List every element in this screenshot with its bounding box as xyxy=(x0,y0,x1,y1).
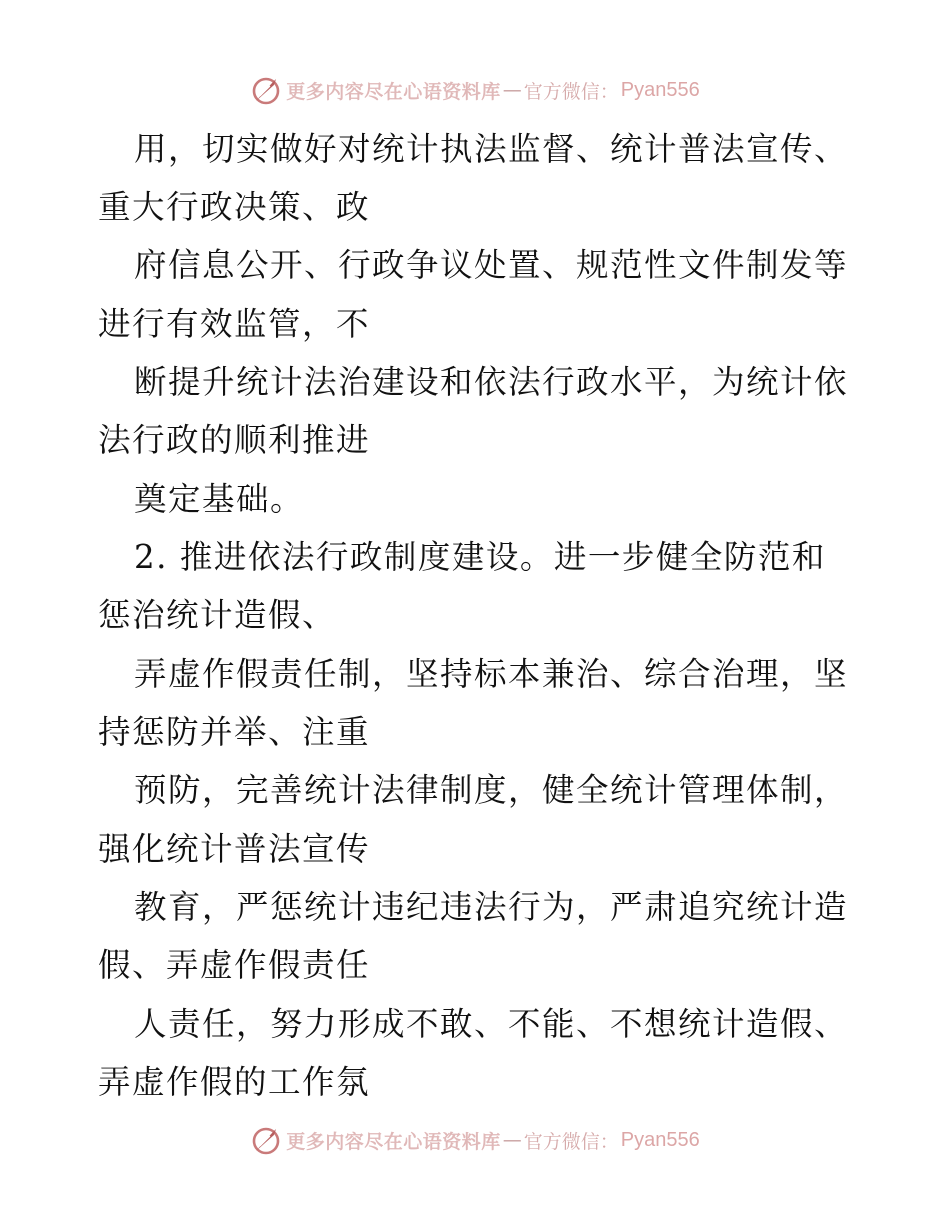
body-line: 2. 推进依法行政制度建设。进一步健全防范和 xyxy=(134,538,826,576)
feather-seal-icon xyxy=(250,74,282,106)
body-line: 用，切实做好对统计执法监督、统计普法宣传、 xyxy=(134,130,849,168)
watermark-official: 官方微信： xyxy=(523,80,619,103)
body-line: 假、弄虚作假责任 xyxy=(98,946,371,984)
body-line: 强化统计普法宣传 xyxy=(98,830,371,868)
feather-seal-icon xyxy=(250,1124,282,1156)
header-watermark xyxy=(0,68,950,112)
watermark-handle: Pyan556 xyxy=(620,78,700,101)
body-line: 奠定基础。 xyxy=(134,480,305,518)
body-line: 弄虚作假的工作氛 xyxy=(98,1063,371,1101)
body-line: 人责任，努力形成不敢、不能、不想统计造假、 xyxy=(134,1005,849,1043)
body-line: 府信息公开、行政争议处置、规范性文件制发等 xyxy=(134,246,849,284)
footer-watermark xyxy=(0,1118,950,1162)
body-line: 弄虚作假责任制，坚持标本兼治、综合治理，坚 xyxy=(134,655,849,693)
watermark-handle: Pyan556 xyxy=(620,1128,700,1151)
body-line: 持惩防并举、注重 xyxy=(98,713,371,751)
body-line: 重大行政决策、政 xyxy=(98,188,371,226)
body-line: 法行政的顺利推进 xyxy=(98,421,371,459)
body-line: 教育，严惩统计违纪违法行为，严肃追究统计造 xyxy=(134,888,849,926)
body-line: 进行有效监管，不 xyxy=(98,305,371,343)
watermark-brand: 更多内容尽在心语资料库 xyxy=(286,80,501,103)
watermark-dash: — xyxy=(502,1129,522,1151)
watermark-brand: 更多内容尽在心语资料库 xyxy=(286,1130,501,1153)
body-line: 预防，完善统计法律制度，健全统计管理体制， xyxy=(134,771,849,809)
watermark-official: 官方微信： xyxy=(523,1130,619,1153)
watermark-dash: — xyxy=(502,79,522,101)
body-line: 惩治统计造假、 xyxy=(98,596,337,634)
body-line: 断提升统计法治建设和依法行政水平，为统计依 xyxy=(134,363,849,401)
